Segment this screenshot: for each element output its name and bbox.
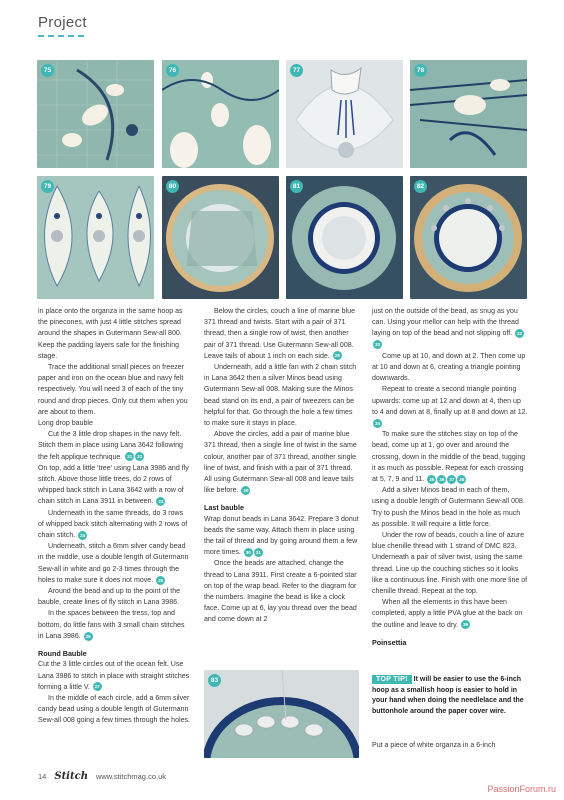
paragraph-text: To make sure the stitches stay on top of the bead, come up at 1, go over and around the crossing, down in the middle of the bead, tugging it as much as possible. Repeat for each crossing at 5, 7, 9 and 11. — [372, 431, 526, 484]
section-header — [38, 14, 87, 37]
subheading-inline: Long drop bauble — [38, 420, 93, 428]
step-ref-badge: 38 — [459, 476, 465, 482]
magazine-logo: Stitch — [54, 771, 88, 782]
top-tip-label: TOP TIP! — [372, 675, 412, 684]
page-number: 14 — [38, 772, 47, 781]
top-tip-box — [372, 675, 528, 717]
page-footer — [38, 771, 166, 782]
step-ref-badge: 27 — [94, 684, 100, 690]
photo-image — [286, 176, 403, 299]
section-title: Project — [38, 14, 87, 31]
paragraph — [38, 659, 190, 693]
photo-number-badge: 80 — [166, 180, 179, 193]
photo-number-badge: 76 — [166, 64, 179, 77]
photo-number-badge: 77 — [290, 64, 303, 77]
photo-number-badge: 78 — [414, 64, 427, 77]
paragraph — [204, 514, 359, 559]
photo-image — [162, 176, 279, 299]
subheading: Last bauble — [204, 503, 244, 513]
photo-number-badge: 81 — [290, 180, 303, 193]
paragraph-text: On top, add a little 'tree' using Lana 3986 and fly stitch. Above those little trees, do 2 rows of whipped back stitch in Lana 3642 with a row of chain stitch in Lana 3911 in between. — [38, 464, 189, 506]
paragraph: In the middle of each circle, add a 6mm silver candy bead using a double length of Gutermann Sew-all 008 going a few times through the holes. — [38, 694, 190, 725]
step-ref-badge: 22 — [137, 454, 143, 460]
paragraph: in place onto the organza in the same hoop as the pinecones, with just 4 little stitches spread around the shapes in Gutermann Sew-all 800. Keep the padding layers safe for the finishing stage. — [38, 308, 183, 360]
photo-number-badge: 82 — [414, 180, 427, 193]
step-photo-81 — [286, 176, 403, 299]
text-column-2 — [204, 306, 359, 626]
paragraph-text: Underneath, stitch a 6mm silver candy bead in the middle, use a double length of Gutermann Sew-all in white and go 2-3 times through the holes to make sure it does not move. — [38, 543, 189, 584]
paragraph — [372, 306, 528, 351]
paragraph: Put a piece of white organza in a 6-inch — [372, 742, 496, 749]
paragraph — [372, 384, 528, 429]
step-ref-badge: 37 — [449, 476, 455, 482]
photo-number-badge: 79 — [41, 180, 54, 193]
photo-image — [286, 60, 403, 168]
photo-number-badge: 75 — [41, 64, 54, 77]
step-photo-78 — [410, 60, 527, 168]
photo-image — [204, 670, 359, 758]
step-ref-badge: 34 — [374, 420, 381, 426]
subheading: Poinsettia — [372, 637, 407, 647]
step-ref-badge: 30 — [245, 549, 251, 555]
step-photo-76 — [162, 60, 279, 168]
step-ref-badge: 24 — [80, 532, 86, 538]
paragraph-text: Above the circles, add a pair of marine blue 371 thread, then a single line of twist in the same colour, another pair of 371 thread, another single line of twist, and finish with a pair of 371 thread. All using Gutermann Sew-all 008 and leave tails like before. — [204, 431, 357, 495]
photo-image — [410, 176, 527, 299]
photo-image — [162, 60, 279, 168]
paragraph-text: In the spaces between the tress, top and bottom, do little fans with 3 small chain stitches in Lana 3986. — [38, 610, 185, 640]
text-column-3 — [372, 306, 528, 648]
paragraph: Under the row of beads, couch a line of azure blue chenille thread with 1 strand of DMC 823. Underneath a pair of silver twist, using the same thread. Line up the couching stiches so it looks like a continuous line. Finish with one more line of chenille thread. Repeat at the top. — [372, 532, 528, 596]
paragraph-text: Cut the 3 little drop shapes in the navy felt. Stitch them in place using Lana 3642 following the felt applique technique. — [38, 431, 183, 461]
paragraph — [372, 429, 528, 485]
photo-image — [410, 60, 527, 168]
step-photo-82 — [410, 176, 527, 299]
paragraph: Add a silver Minos bead in each of them, using a double length of Gutermann Sew-all 008. Try to push the Minos bead in the hole as much as possible. It will require a little force. — [372, 487, 525, 528]
paragraph — [38, 429, 190, 463]
step-ref-badge: 21 — [127, 454, 133, 460]
step-ref-badge: 33 — [374, 342, 381, 348]
website-url: www.stitchmag.co.uk — [95, 772, 166, 781]
step-ref-badge: 36 — [439, 476, 445, 482]
paragraph: Once the beads are attached, change the thread to Lana 3911. First create a 6-pointed star on top of the wrap bead. Refer to the diagram for the numbers. Imagine the bead is like a clock face. Come up at 6, lay you thread over the bead and come down at 2 — [204, 560, 357, 624]
step-photo-80 — [162, 176, 279, 299]
step-ref-badge: 29 — [243, 487, 249, 493]
paragraph: Underneath, add a little fan with 2 chain stitch in Lana 3642 then a silver Minos bead using Gutermann Sew-all 008. Making sure the Minos bead stand on its end, a pair of tweezers can be helpful for that. Go through the hole a few times to make sure it stays in place. — [204, 364, 357, 428]
photo-image — [37, 176, 154, 299]
paragraph-text: Below the circles, couch a line of marine blue 371 thread and twists. Start with a pair of 371 thread, then a single row of twist, then another pair of 371 thread. Use Gutermann Sew-all 008. Leave tails of about 1 inch on each side. — [204, 308, 356, 360]
paragraph: Around the bead and up to the point of the bauble, create lines of fly stitch in Lana 3986. — [38, 588, 181, 607]
paragraph-text: When all the elements in this have been completed, apply a little PVA glue at the back on the outline and leave to dry. — [372, 599, 523, 629]
step-ref-badge: 23 — [158, 499, 164, 505]
title-underline — [38, 35, 84, 37]
paragraph — [38, 541, 190, 586]
step-ref-badge: 28 — [334, 353, 340, 359]
paragraph-text: Repeat to create a second triangle pointing upwards: come up at 12 and down at 4, then up to 4 and down at 8, finally up at 8 and down at 12. — [372, 386, 528, 416]
top-tip-text: It will be easier to use the 6-inch hoop as a smallish hoop is easier to hold in your hand when doing the needlelace and the buttonhole around the paper cover wire. — [372, 676, 524, 715]
text-column-1 — [38, 306, 190, 727]
step-ref-badge: 35 — [429, 476, 435, 482]
paragraph-text: Wrap donut beads in Lana 3642. Prepare 3 donut beads the same way. Attach them in place using the tail of thread and by going around them a few more times. — [204, 515, 359, 557]
paragraph-text: Underneath in the same threads, do 3 rows of whipped back stitch alternating with 2 rows of chain stitch. — [38, 509, 188, 540]
step-ref-badge: 32 — [517, 331, 523, 337]
paragraph — [38, 463, 190, 508]
paragraph: Come up at 10, and down at 2. Then come up at 10 and down at 6, creating a triangle pointing downwards. — [372, 352, 526, 383]
text-column-3-end — [372, 740, 528, 751]
paragraph: Trace the additional small pieces on freezer paper and iron on the ocean blue and navy felt respectively. You will need 3 of each of the tiny round and drop pieces. Only cut them when you are about to them. — [38, 364, 188, 416]
paragraph — [38, 608, 190, 642]
step-ref-badge: 26 — [85, 633, 91, 639]
step-ref-badge: 31 — [255, 549, 261, 555]
step-photo-83 — [204, 670, 359, 758]
paragraph — [372, 597, 528, 631]
paragraph — [204, 306, 359, 362]
step-photo-75 — [37, 60, 154, 168]
step-photo-77 — [286, 60, 403, 168]
step-ref-badge: 25 — [158, 577, 164, 583]
watermark: PassionForum.ru — [487, 784, 556, 794]
paragraph — [204, 429, 359, 496]
paragraph — [38, 508, 190, 542]
step-ref-badge: 39 — [462, 622, 469, 628]
photo-number-badge: 83 — [208, 674, 221, 687]
subheading: Round Bauble — [38, 649, 87, 659]
paragraph-text: just on the outside of the bead, as snug as you can. Using your mellor can help with the thread laying on top of the bead and not slipping off. — [372, 308, 519, 338]
step-photo-79 — [37, 176, 154, 299]
photo-image — [37, 60, 154, 168]
paragraph-text: Cut the 3 little circles out of the ocean felt. Use Lana 3986 to stitch in place with straight stitches forming a little V. — [38, 661, 190, 691]
